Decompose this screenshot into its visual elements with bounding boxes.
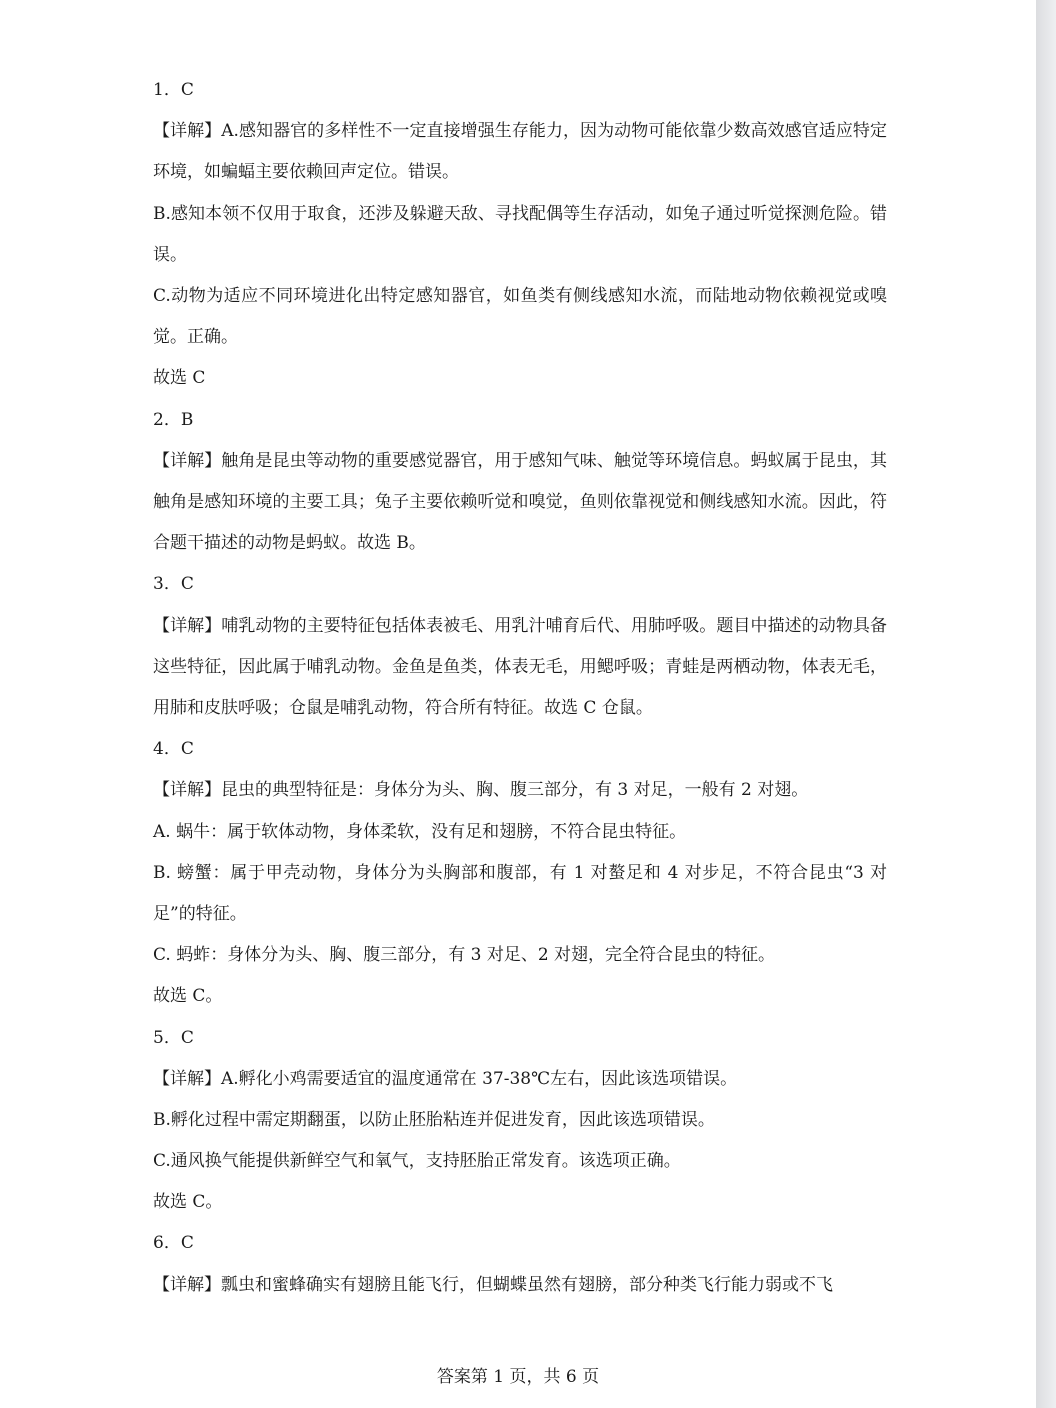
answer-heading: 2．B: [153, 409, 194, 430]
answer-5: [153, 1018, 887, 1224]
answer-paragraph: C.通风换气能提供新鲜空气和氧气，支持胚胎正常发育。该选项正确。: [153, 1151, 681, 1172]
answer-paragraph: B.感知本领不仅用于取食，还涉及躲避天敌、寻找配偶等生存活动，如兔子通过听觉探测危险。错误。: [153, 203, 887, 265]
answer-paragraph: C. 蚂蚱：身体分为头、胸、腹三部分，有 3 对足、2 对翅，完全符合昆虫的特征。: [153, 945, 776, 966]
answer-paragraph: B.孵化过程中需定期翻蛋，以防止胚胎粘连并促进发育，因此该选项错误。: [153, 1109, 715, 1130]
answer-paragraph: 【详解】昆虫的典型特征是：身体分为头、胸、腹三部分，有 3 对足，一般有 2 对翅。: [153, 780, 809, 801]
page-footer: 答案第 1 页，共 6 页: [436, 1367, 600, 1387]
answer-heading: 1．C: [153, 80, 194, 100]
answer-heading: 5．C: [153, 1027, 194, 1048]
page-edge-shadow: [1036, 0, 1056, 1408]
answer-paragraph: A. 蜗牛：属于软体动物，身体柔软，没有足和翅膀，不符合昆虫特征。: [153, 821, 687, 842]
answer-2: [153, 400, 887, 565]
answer-paragraph: 【详解】哺乳动物的主要特征包括体表被毛、用乳汁哺育后代、用肺呼吸。题目中描述的动物具备这些特征，因此属于哺乳动物。金鱼是鱼类，体表无毛，用鳃呼吸；青蛙是两栖动物，体表无毛，用肺和皮肤呼吸；仓鼠是哺乳动物，符合所有特征。故选 C 仓鼠。: [153, 615, 887, 718]
answer-heading: 3．C: [153, 574, 194, 595]
answer-conclusion: 故选 C。: [153, 1192, 223, 1213]
answer-conclusion: 故选 C: [153, 368, 206, 389]
answer-paragraph: 【详解】A.感知器官的多样性不一定直接增强生存能力，因为动物可能依靠少数高效感官适应特定环境，如蝙蝠主要依赖回声定位。错误。: [153, 121, 887, 183]
answer-paragraph: 【详解】A.孵化小鸡需要适宜的温度通常在 37-38℃左右，因此该选项错误。: [153, 1068, 738, 1089]
answer-heading: 4．C: [153, 739, 194, 760]
answer-4: [153, 729, 887, 1017]
answer-paragraph: 【详解】瓢虫和蜜蜂确实有翅膀且能飞行，但蝴蝶虽然有翅膀，部分种类飞行能力弱或不飞: [153, 1274, 833, 1295]
answer-3: [153, 564, 887, 729]
answer-content: [153, 70, 887, 1306]
answer-heading: 6．C: [153, 1233, 194, 1254]
answer-paragraph: C.动物为适应不同环境进化出特定感知器官，如鱼类有侧线感知水流，而陆地动物依赖视觉或嗅觉。正确。: [153, 286, 887, 348]
answer-paragraph: B. 螃蟹：属于甲壳动物，身体分为头胸部和腹部，有 1 对螯足和 4 对步足，不符合昆虫“3 对足”的特征。: [153, 862, 887, 924]
answer-conclusion: 故选 C。: [153, 986, 223, 1007]
answer-6: [153, 1223, 887, 1305]
answer-1: [153, 70, 887, 400]
answer-paragraph: 【详解】触角是昆虫等动物的重要感觉器官，用于感知气味、触觉等环境信息。蚂蚁属于昆虫，其触角是感知环境的主要工具；兔子主要依赖听觉和嗅觉，鱼则依靠视觉和侧线感知水流。因此，符合题干描述的动物是蚂蚁。故选 B。: [153, 450, 887, 554]
